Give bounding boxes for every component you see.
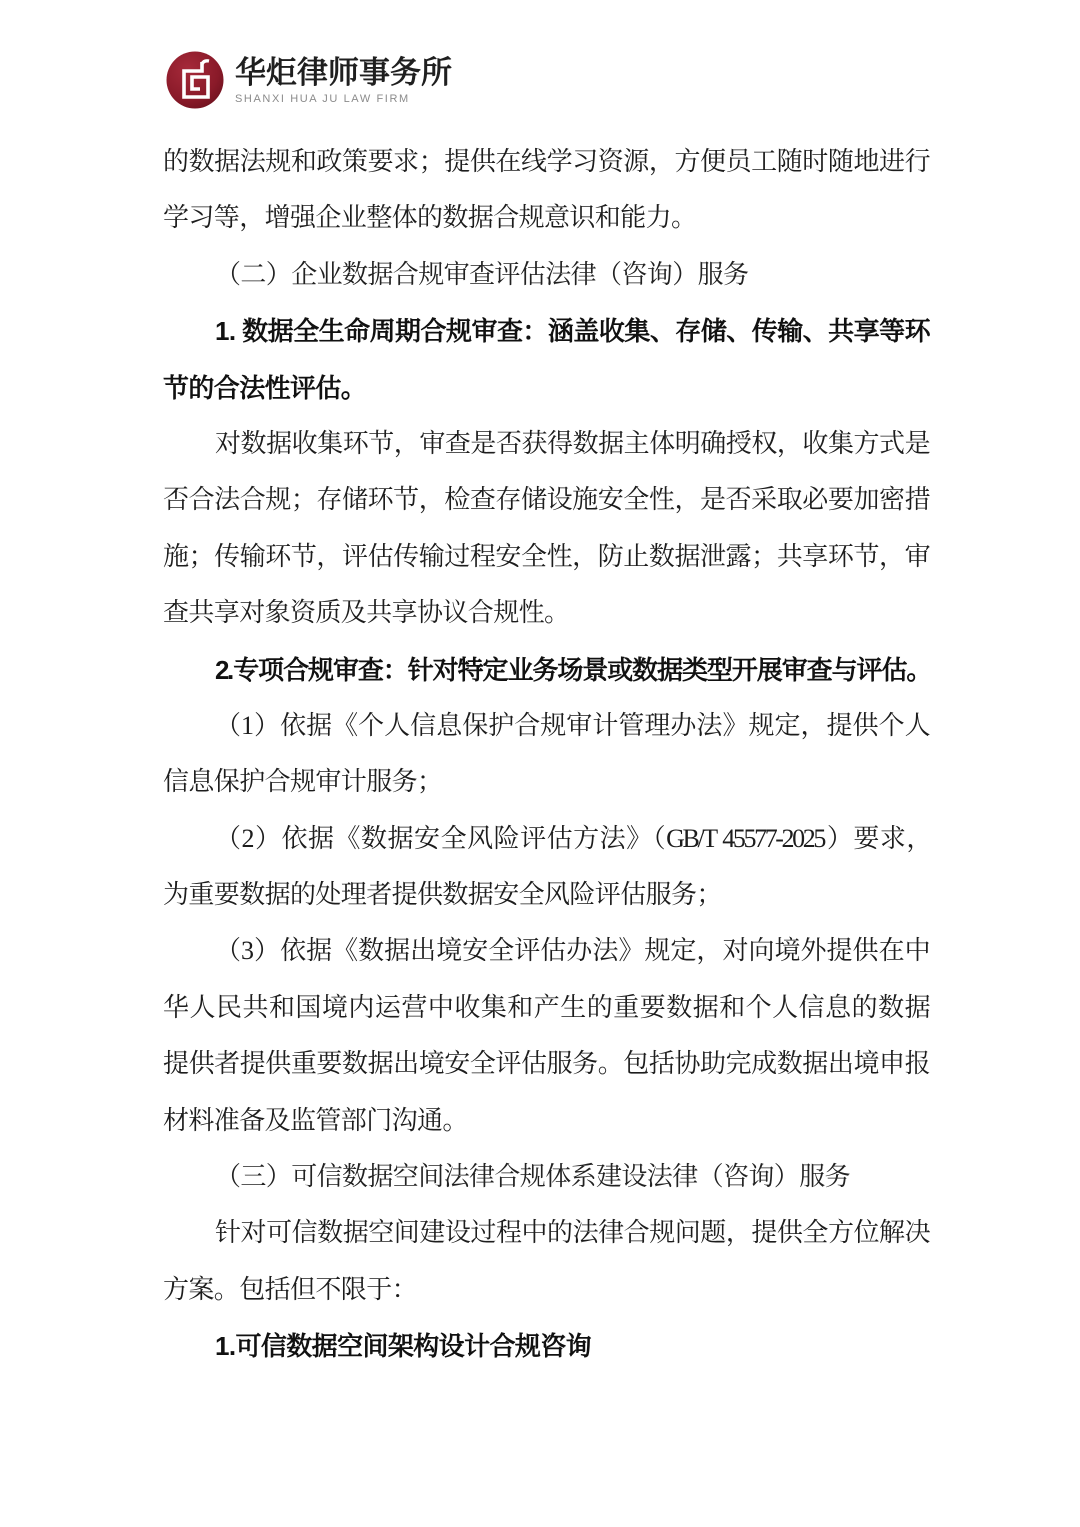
text-line-11: （1）依据《个人信息保护合规审计管理办法》规定，提供个人	[215, 710, 930, 740]
firm-name-chinese: 华炬律师事务所	[235, 54, 452, 90]
text-line-18: 材料准备及监管部门沟通。	[163, 1105, 468, 1135]
text-line-15: （3）依据《数据出境安全评估办法》规定，对向境外提供在中	[215, 936, 930, 966]
text-line-14: 为重要数据的处理者提供数据安全风险评估服务；	[163, 880, 722, 910]
text-line-6: 对数据收集环节，审查是否获得数据主体明确授权，收集方式是	[215, 428, 930, 458]
text-line-2: 学习等，增强企业整体的数据合规意识和能力。	[163, 203, 697, 233]
text-line-3: （二）企业数据合规审查评估法律（咨询）服务	[215, 259, 749, 289]
law-firm-logo-icon	[165, 50, 225, 110]
document-body	[163, 134, 930, 1375]
text-line-17: 提供者提供重要数据出境安全评估服务。包括协助完成数据出境申报	[163, 1049, 930, 1079]
logo-text-block	[235, 56, 452, 105]
text-line-8: 施；传输环节，评估传输过程安全性，防止数据泄露；共享环节，审	[163, 541, 930, 571]
text-line-9: 查共享对象资质及共享协议合规性。	[163, 598, 570, 628]
text-line-12: 信息保护合规审计服务；	[163, 767, 443, 797]
firm-name-english: SHANXI HUA JU LAW FIRM	[235, 92, 410, 105]
text-line-16: 华人民共和国境内运营中收集和产生的重要数据和个人信息的数据	[163, 992, 930, 1022]
text-line-7: 否合法合规；存储环节，检查存储设施安全性，是否采取必要加密措	[163, 485, 930, 515]
text-line-1: 的数据法规和政策要求；提供在线学习资源，方便员工随时随地进行	[163, 147, 930, 176]
text-line-19: （三）可信数据空间法律合规体系建设法律（咨询）服务	[215, 1162, 851, 1192]
text-line-13: （2）依据《数据安全风险评估方法》（GB/T 45577-2025）要求，	[215, 823, 930, 853]
text-line-10: 2.专项合规审查：针对特定业务场景或数据类型开展审查与评估。	[215, 654, 930, 685]
text-line-21: 方案。包括但不限于：	[163, 1274, 418, 1304]
letterhead	[165, 50, 452, 110]
text-line-4: 1. 数据全生命周期合规审查：涵盖收集、存储、传输、共享等环	[215, 316, 930, 347]
text-line-20: 针对可信数据空间建设过程中的法律合规问题，提供全方位解决	[215, 1218, 930, 1248]
text-line-5: 节的合法性评估。	[163, 372, 367, 403]
text-line-22: 1.可信数据空间架构设计合规咨询	[215, 1331, 592, 1362]
